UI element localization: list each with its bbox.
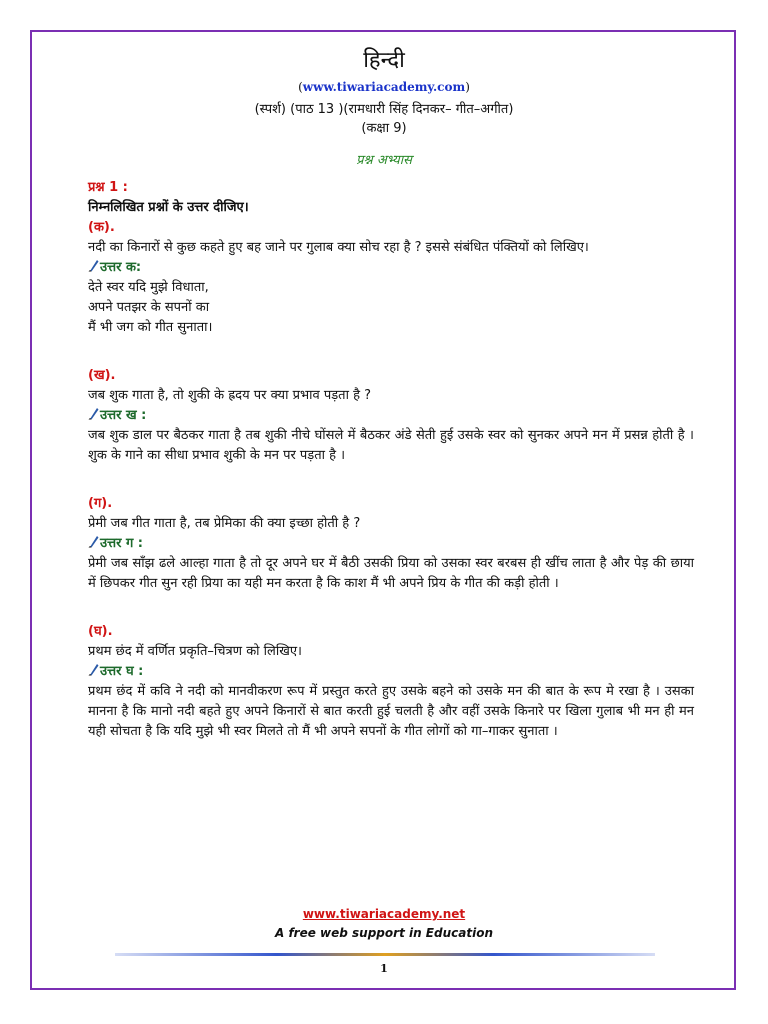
- part-question-gha: प्रथम छंद में वर्णित प्रकृति–चित्रण को लिखिए।: [88, 644, 302, 659]
- poem-line: देते स्वर यदि मुझे विधाता,: [88, 280, 209, 295]
- page-title: हिन्दी: [363, 48, 405, 73]
- poem-line: मैं भी जग को गीत सुनाता।: [88, 320, 213, 335]
- site-link[interactable]: www.tiwariacademy.com: [302, 80, 466, 94]
- answer-text-ga: प्रेमी जब साँझ ढले आल्हा गाता है तो दूर अपने घर में बैठी उसकी प्रिया को उसका स्वर बरबस ही खींच लाता है और पेड़ की छाया में छिपकर गीत सुन रही प्रिया का यही मन करता है कि काश मैं भी अपने प्रिय के गीत की कड़ी होती ।: [88, 556, 694, 591]
- poem-line: अपने पतझर के सपनों का: [88, 300, 210, 315]
- part-question-ga: प्रेमी जब गीत गाता है, तब प्रेमिका की क्या इच्छा होती है ?: [88, 516, 361, 531]
- footer-divider: [115, 953, 655, 956]
- answer-label-ka: उत्तर क:: [88, 258, 694, 278]
- site-line: (www.tiwariacademy.com): [298, 80, 470, 94]
- answer-label-ga: उत्तर ग :: [88, 534, 694, 554]
- section-heading: प्रश्न अभ्यास: [356, 153, 412, 168]
- question-label: प्रश्न 1 :: [88, 180, 128, 195]
- part-label-ga: (ग).: [88, 496, 113, 511]
- question-content: [88, 178, 694, 742]
- pen-nib-icon: [88, 535, 99, 548]
- grade-label: (कक्षा 9): [361, 121, 407, 136]
- part-label-kha: (ख).: [88, 368, 116, 383]
- answer-text-gha: प्रथम छंद में कवि ने नदी को मानवीकरण रूप में प्रस्तुत करते हुए उसके बहने को उसके मन की बात के रूप मे रखा है । उसका मानना है कि मानो नदी बहते हुए अपने किनारों से बात करती हुई चलती है और वहीं उसके किनारे पर खिला गुलाब भी मन ही मन यही सोचता है कि यदि मुझे भी स्वर मिलते तो मैं भी अपने सपनों के गीत लोगों को गा–गाकर सुनाता ।: [88, 684, 694, 739]
- answer-text-kha: जब शुक डाल पर बैठकर गाता है तब शुकी नीचे घोंसले में बैठकर अंडे सेती हुई उसके स्वर को सुनकर अपने मन में प्रसन्न होती है । शुक के गाने का सीधा प्रभाव शुकी के मन पर पड़ता है ।: [88, 428, 694, 463]
- answer-label-gha: उत्तर घ :: [88, 662, 694, 682]
- page-number: 1: [380, 962, 388, 975]
- part-label-gha: (घ).: [88, 624, 113, 639]
- part-question-ka: नदी का किनारों से कुछ कहते हुए बह जाने पर गुलाब क्या सोच रहा है ? इससे संबंधित पंक्तियों को लिखिए।: [88, 240, 589, 255]
- part-label-ka: (क).: [88, 220, 115, 235]
- footer-link[interactable]: www.tiwariacademy.net: [302, 907, 466, 921]
- pen-nib-icon: [88, 663, 99, 676]
- pen-nib-icon: [88, 407, 99, 420]
- part-question-kha: जब शुक गाता है, तो शुकी के ह्रदय पर क्या प्रभाव पड़ता है ?: [88, 388, 372, 403]
- chapter-subtitle: (स्पर्श) (पाठ 13 )(रामधारी सिंह दिनकर– गीत–अगीत): [254, 102, 514, 117]
- answer-label-kha: उत्तर ख :: [88, 406, 694, 426]
- answer-poem-ka: [88, 278, 694, 338]
- question-instruction: निम्नलिखित प्रश्नों के उत्तर दीजिए।: [88, 200, 249, 215]
- pen-nib-icon: [88, 259, 99, 272]
- footer-tagline: A free web support in Education: [274, 926, 493, 940]
